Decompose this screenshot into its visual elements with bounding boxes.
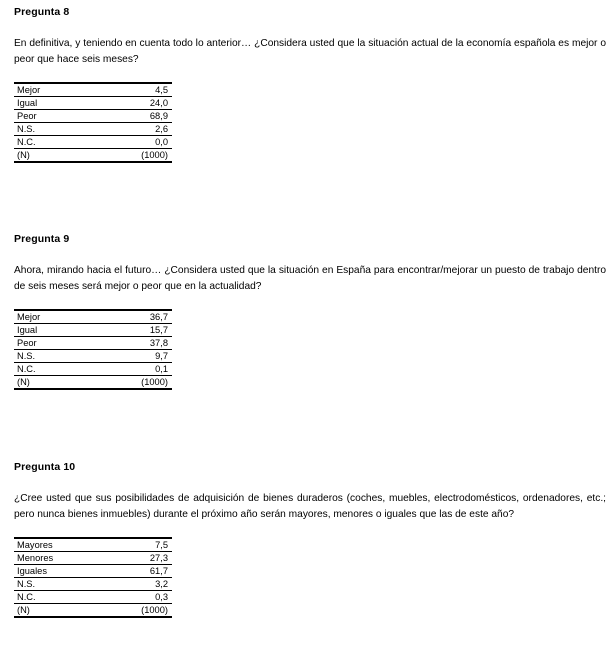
table-row	[14, 83, 172, 97]
results-table-10	[14, 537, 172, 618]
table-row	[14, 324, 172, 337]
table-row	[14, 565, 172, 578]
table-cell-value: 2,6	[109, 123, 172, 136]
question-block-10	[14, 461, 606, 618]
results-table-8	[14, 82, 172, 163]
question-text-8: En definitiva, y teniendo en cuenta todo lo anterior… ¿Considera usted que la situación actual de la economía española es mejor o peor que hace seis meses?	[14, 38, 606, 65]
table-cell-category: N.S.	[14, 350, 109, 363]
table-cell-value: (1000)	[141, 376, 168, 387]
table-cell-value: 7,5	[109, 538, 172, 552]
table-row	[14, 123, 172, 136]
table-row-total	[14, 376, 172, 390]
table-row	[14, 136, 172, 149]
table-cell-category: Igual	[14, 97, 109, 110]
table-row	[14, 363, 172, 376]
table-cell-category: (N)	[17, 604, 30, 615]
table-cell-category: N.S.	[14, 578, 109, 591]
table-cell-value: 0,1	[109, 363, 172, 376]
table-row-total	[14, 604, 172, 618]
table-cell-value: 4,5	[109, 83, 172, 97]
table-cell-category: Mejor	[14, 83, 109, 97]
table-row	[14, 110, 172, 123]
table-cell-value: 36,7	[109, 310, 172, 324]
table-cell-value: 27,3	[109, 552, 172, 565]
table-cell-value: 3,2	[109, 578, 172, 591]
question-block-8	[14, 6, 606, 163]
table-cell-value: 37,8	[109, 337, 172, 350]
table-cell-category: Mayores	[14, 538, 109, 552]
table-cell-value: (1000)	[141, 149, 168, 160]
table-row	[14, 97, 172, 110]
table-row	[14, 310, 172, 324]
table-row-total	[14, 149, 172, 163]
table-cell-value: 9,7	[109, 350, 172, 363]
table-cell-value: (1000)	[141, 604, 168, 615]
table-cell-value: 68,9	[109, 110, 172, 123]
question-title-8: Pregunta 8	[14, 6, 70, 18]
table-cell-value: 61,7	[109, 565, 172, 578]
results-table-9	[14, 309, 172, 390]
question-title-9: Pregunta 9	[14, 233, 70, 245]
table-cell-category: Peor	[14, 337, 109, 350]
table-cell-category: Iguales	[14, 565, 109, 578]
table-row	[14, 337, 172, 350]
table-cell-category: N.S.	[14, 123, 109, 136]
question-text-10: ¿Cree usted que sus posibilidades de adquisición de bienes duraderos (coches, muebles, electrodomésticos, ordenadores, etc.; pero nunca bienes inmuebles) durante el próximo año serán mayores, menores o iguales que las de este año?	[14, 493, 606, 520]
table-cell-value: 15,7	[109, 324, 172, 337]
table-cell-value: 0,3	[109, 591, 172, 604]
question-block-9	[14, 233, 606, 390]
table-cell-value: 24,0	[109, 97, 172, 110]
question-title-10: Pregunta 10	[14, 461, 76, 473]
table-row	[14, 552, 172, 565]
table-cell-category: (N)	[17, 376, 30, 387]
table-row	[14, 591, 172, 604]
table-cell-category: (N)	[17, 149, 30, 160]
question-text-9: Ahora, mirando hacia el futuro… ¿Considera usted que la situación en España para encontrar/mejorar un puesto de trabajo dentro de seis meses será mejor o peor que en la actualidad?	[14, 265, 606, 292]
table-cell-category: Mejor	[14, 310, 109, 324]
table-cell-category: N.C.	[14, 363, 109, 376]
table-row	[14, 350, 172, 363]
table-cell-category: Igual	[14, 324, 109, 337]
table-cell-category: Menores	[14, 552, 109, 565]
table-row	[14, 538, 172, 552]
table-cell-value: 0,0	[109, 136, 172, 149]
table-cell-category: Peor	[14, 110, 109, 123]
table-cell-category: N.C.	[14, 591, 109, 604]
table-row	[14, 578, 172, 591]
table-cell-category: N.C.	[14, 136, 109, 149]
